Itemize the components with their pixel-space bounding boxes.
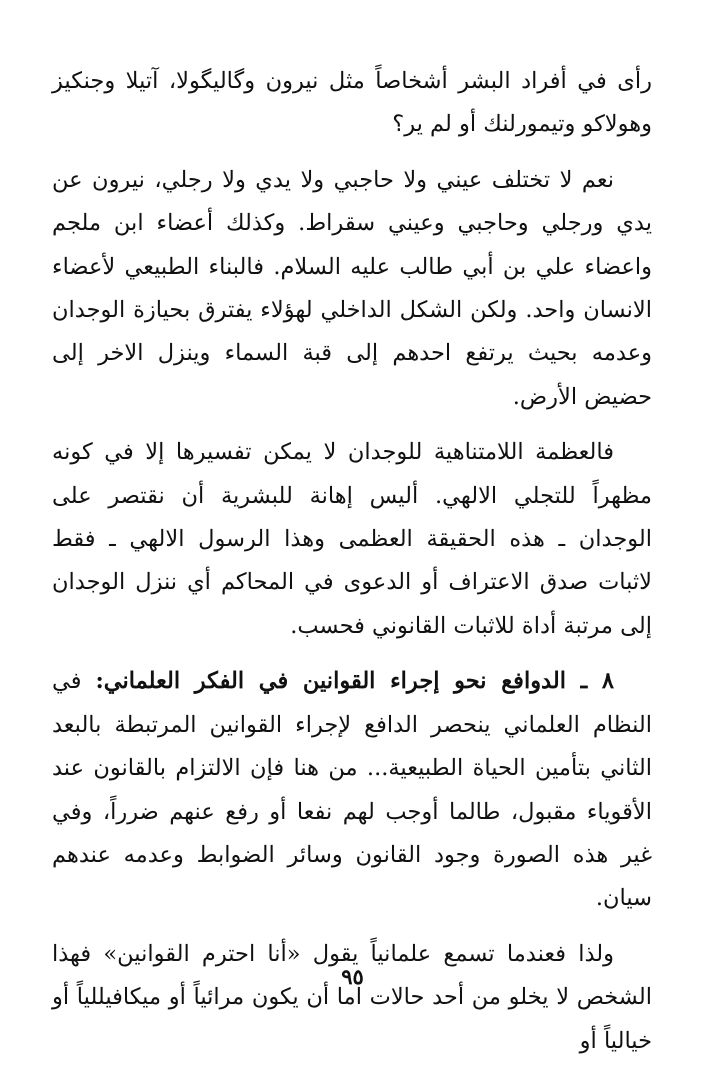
page-body — [52, 60, 652, 1075]
paragraph-5 — [52, 933, 652, 1063]
paragraph-3 — [52, 431, 652, 648]
page-number: ٩٥ — [341, 964, 364, 989]
paragraph-2-text: نعم لا تختلف عيني ولا حاجبي ولا يدي ولا رجلي، نيرون عن يدي ورجلي وحاجبي وعيني سقراط. وكذلك أعضاء ابن ملجم واعضاء علي بن أبي طالب عليه السلام. فالبناء الطبيعي لأعضاء الانسان واحد. ولكن الشكل الداخلي لهؤلاء يفترق بحيازة الوجدان وعدمه بحيث يرتفع احدهم إلى قبة السماء وينزل الاخر إلى حضيض الأرض. — [52, 166, 652, 410]
paragraph-5-text: ولذا فعندما تسمع علمانياً يقول «أنا احترم القوانين» فهذا الشخص لا يخلو من أحد حالات اما أن يكون مرائياً أو ميكافيللياً أو خيالياً أو — [52, 940, 652, 1054]
paragraph-1-text: رأى في أفراد البشر أشخاصاً مثل نيرون وگاليگولا، آتيلا وجنكيز وهولاكو وتيمورلنك أو لم ير؟ — [52, 68, 652, 138]
paragraph-4 — [52, 660, 652, 920]
paragraph-4-text: في النظام العلماني ينحصر الدافع لإجراء القوانين المرتبطة بالبعد الثاني بتأمين الحياة الطبيعية... من هنا فإن الالتزام بالقانون عند الأقوياء مقبول، طالما أوجب لهم نفعا أو رفع عنهم ضرراً، وفي غير هذه الصورة وجود القانون وسائر الضوابط وعدمه عندهم سيان. — [52, 668, 652, 912]
paragraph-3-text: فالعظمة اللامتناهية للوجدان لا يمكن تفسيرها إلا في كونه مظهراً للتجلي الالهي. أليس إهانة للبشرية أن نقتصر على الوجدان ـ هذه الحقيقة العظمى وهذا الرسول الالهي ـ فقط لاثبات صدق الاعتراف أو الدعوى في المحاكم أي ننزل الوجدان إلى مرتبة أداة للاثبات القانوني فحسب. — [52, 439, 652, 639]
paragraph-1 — [52, 60, 652, 147]
section-heading: ٨ ـ الدوافع نحو إجراء القوانين في الفكر العلماني: — [95, 668, 614, 695]
paragraph-2 — [52, 159, 652, 419]
